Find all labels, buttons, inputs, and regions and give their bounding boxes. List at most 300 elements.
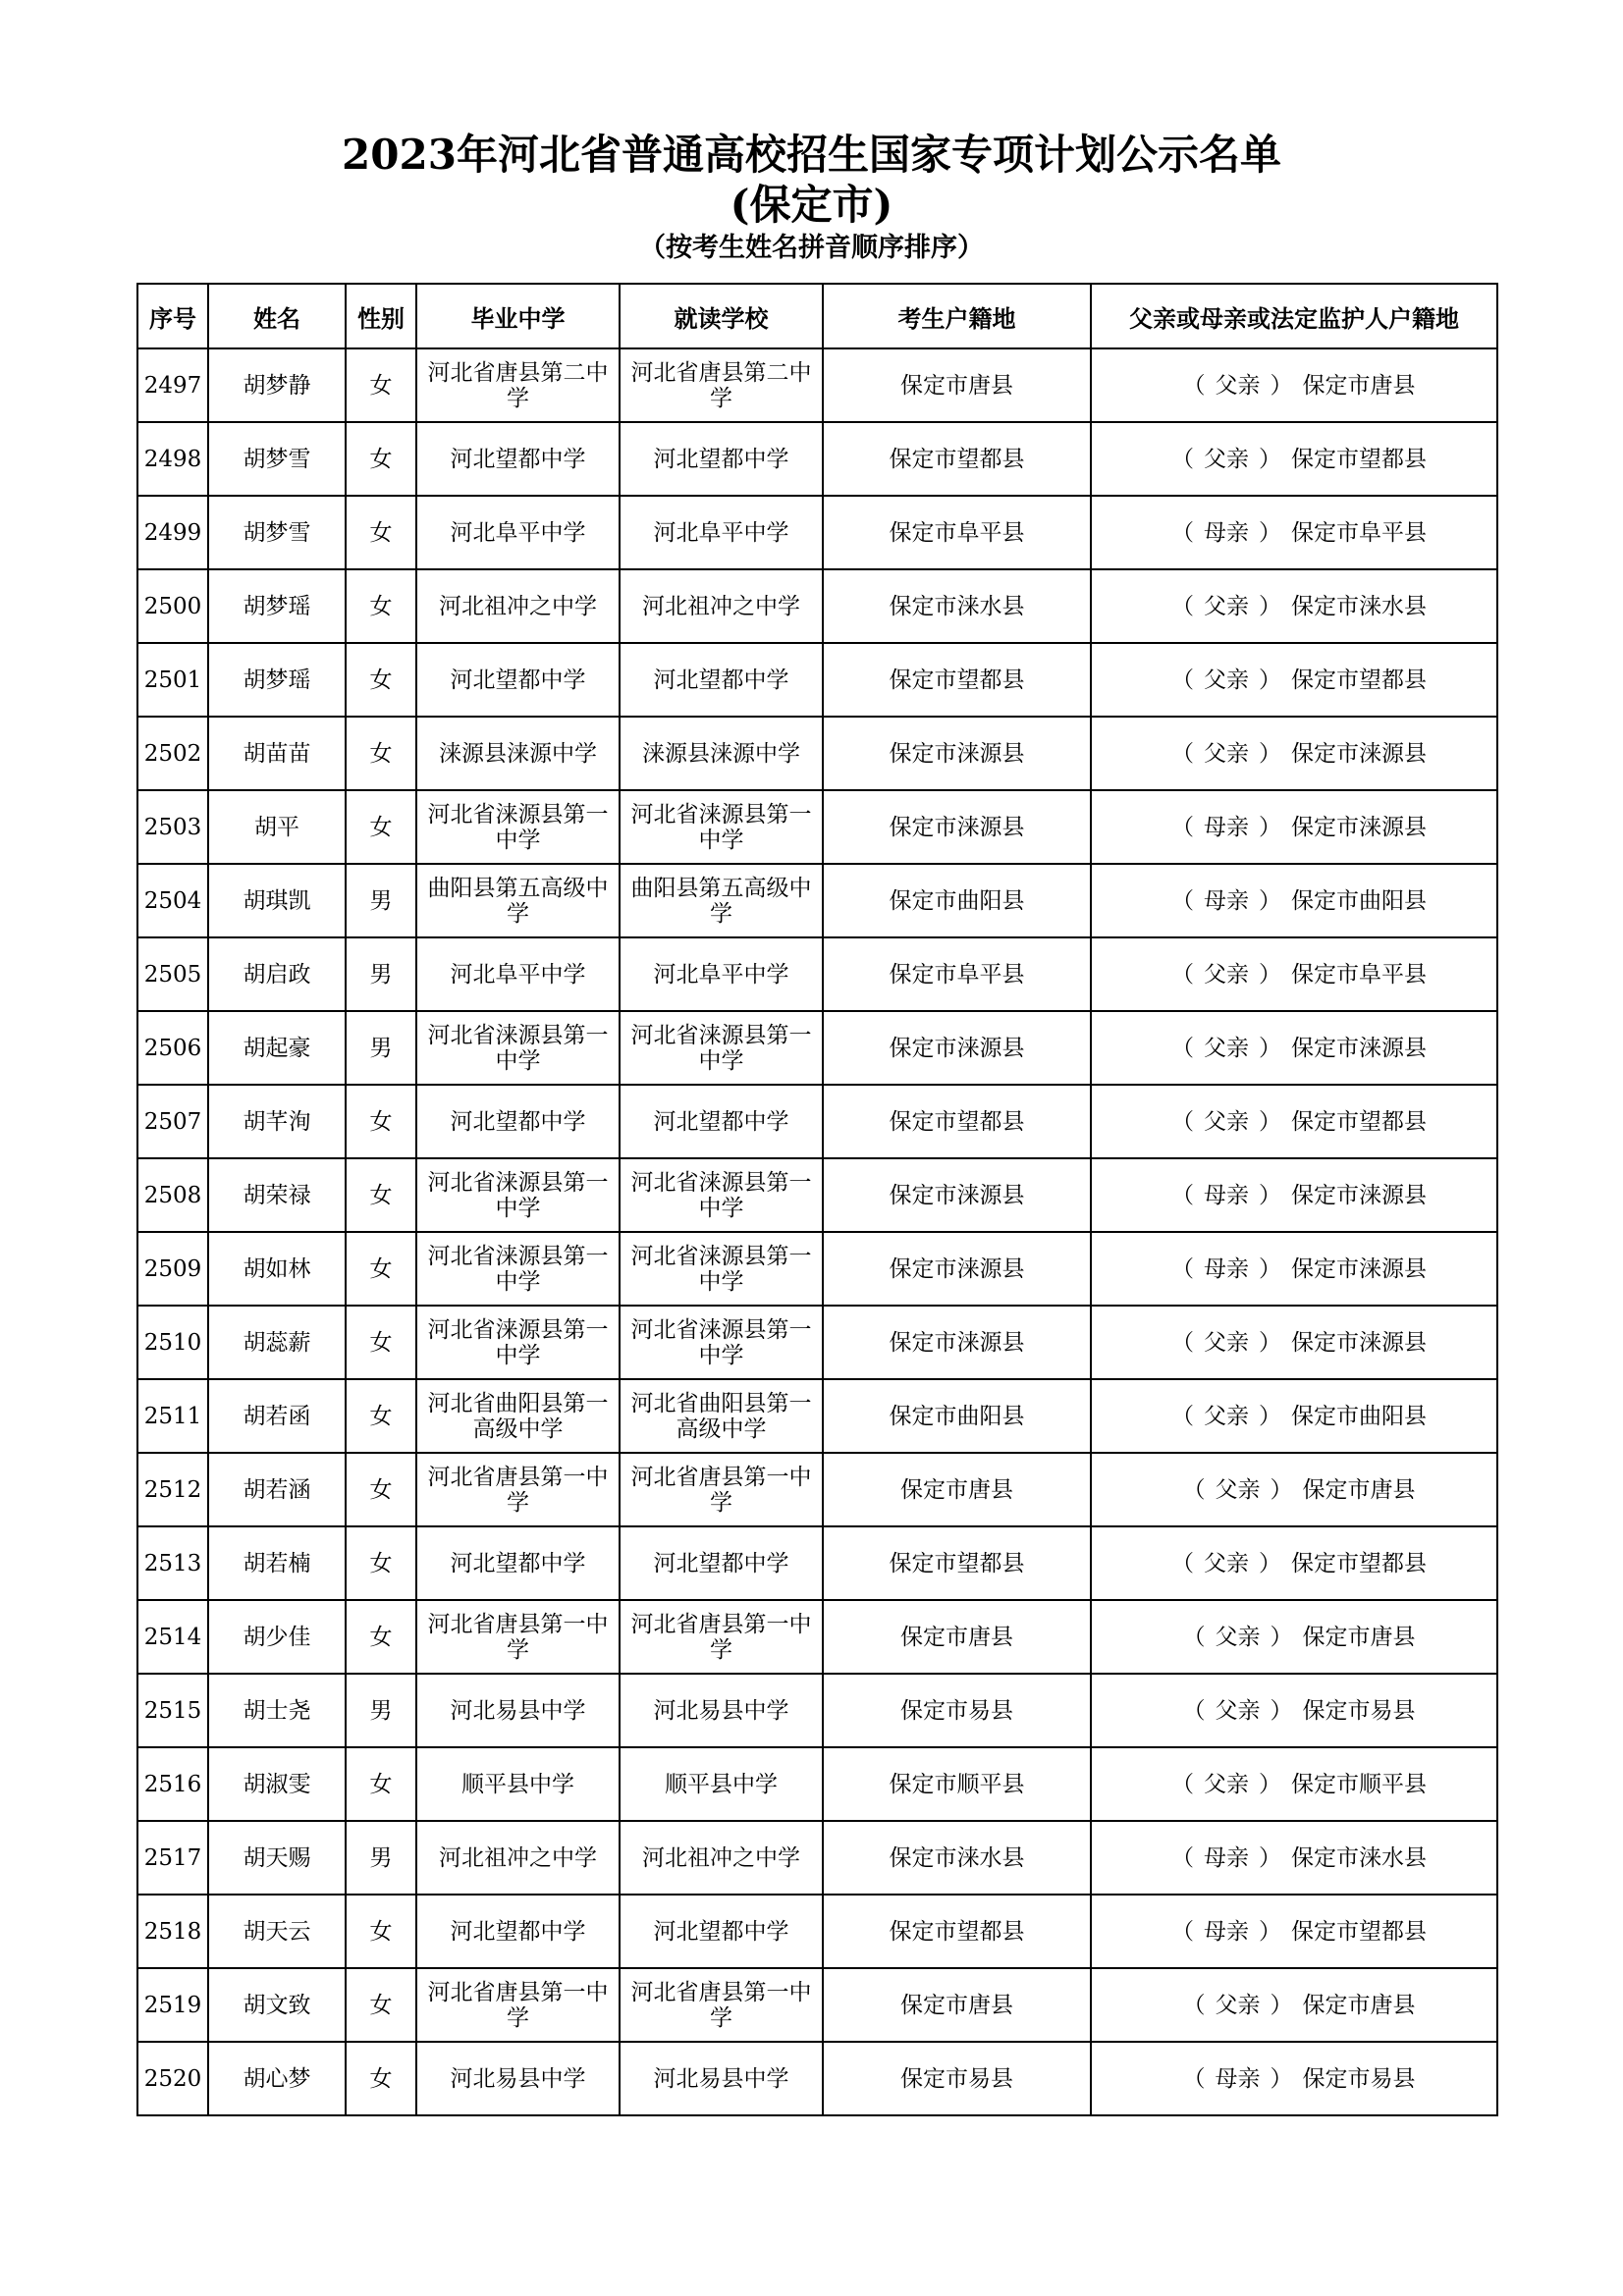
seq-cell: 2500 — [137, 569, 208, 643]
parent-hukou-value: 保定市望都县 — [1291, 667, 1427, 693]
relation-label: 父亲 — [1215, 1624, 1261, 1650]
seq-cell: 2506 — [137, 1011, 208, 1085]
grad-school-cell: 河北祖冲之中学 — [416, 1821, 620, 1895]
grad-school-cell: 河北省唐县第一中学 — [416, 1453, 620, 1526]
hukou-cell: 保定市易县 — [823, 2042, 1091, 2115]
name-cell: 胡蕊薪 — [208, 1306, 346, 1379]
header-current-school: 就读学校 — [620, 284, 823, 348]
open-paren: （ — [1182, 1624, 1206, 1650]
table-row — [137, 1747, 1497, 1821]
table-row — [137, 1600, 1497, 1674]
name-cell: 胡苗苗 — [208, 717, 346, 790]
seq-cell: 2507 — [137, 1085, 208, 1158]
grad-school-cell: 顺平县中学 — [416, 1747, 620, 1821]
seq-cell: 2512 — [137, 1453, 208, 1526]
parent-hukou-value: 保定市易县 — [1302, 1697, 1416, 1724]
seq-cell: 2508 — [137, 1158, 208, 1232]
document-subtitle: (保定市) — [730, 181, 893, 229]
gender-cell: 女 — [346, 2042, 416, 2115]
table-row — [137, 1379, 1497, 1453]
grad-school-cell: 河北易县中学 — [416, 1674, 620, 1747]
grad-school-cell: 河北易县中学 — [416, 2042, 620, 2115]
grad-school-cell: 河北省唐县第二中学 — [416, 348, 620, 422]
seq-cell: 2510 — [137, 1306, 208, 1379]
hukou-cell: 保定市顺平县 — [823, 1747, 1091, 1821]
open-paren: （ — [1182, 1992, 1206, 2018]
relation-label: 父亲 — [1204, 1035, 1249, 1061]
close-paren: ） — [1259, 593, 1281, 619]
open-paren: （ — [1171, 1550, 1194, 1576]
close-paren: ） — [1259, 1403, 1281, 1429]
hukou-cell: 保定市望都县 — [823, 1526, 1091, 1600]
parent-hukou-value: 保定市涞源县 — [1291, 1182, 1427, 1208]
relation-label: 父亲 — [1204, 1771, 1249, 1797]
gender-cell: 女 — [346, 348, 416, 422]
parent-hukou-cell — [1091, 1158, 1497, 1232]
open-paren: （ — [1171, 1329, 1194, 1356]
header-gender: 性别 — [346, 284, 416, 348]
seq-cell: 2514 — [137, 1600, 208, 1674]
current-school-cell: 河北阜平中学 — [620, 937, 823, 1011]
close-paren: ） — [1259, 519, 1281, 546]
name-cell: 胡若涵 — [208, 1453, 346, 1526]
grad-school-cell: 河北省涞源县第一中学 — [416, 1158, 620, 1232]
gender-cell: 男 — [346, 1011, 416, 1085]
open-paren: （ — [1171, 887, 1194, 914]
roster-body — [137, 348, 1497, 2115]
hukou-cell: 保定市阜平县 — [823, 496, 1091, 569]
current-school-cell: 曲阳县第五高级中学 — [620, 864, 823, 937]
name-cell: 胡荣禄 — [208, 1158, 346, 1232]
current-school-cell: 河北省涞源县第一中学 — [620, 1011, 823, 1085]
close-paren: ） — [1259, 961, 1281, 988]
name-cell: 胡天云 — [208, 1895, 346, 1968]
current-school-cell: 河北省涞源县第一中学 — [620, 1232, 823, 1306]
relation-label: 父亲 — [1215, 372, 1261, 399]
grad-school-cell: 河北省涞源县第一中学 — [416, 1232, 620, 1306]
close-paren: ） — [1259, 1771, 1281, 1797]
hukou-cell: 保定市阜平县 — [823, 937, 1091, 1011]
grad-school-cell: 河北省唐县第一中学 — [416, 1600, 620, 1674]
gender-cell: 女 — [346, 1232, 416, 1306]
current-school-cell: 涞源县涞源中学 — [620, 717, 823, 790]
name-cell: 胡士尧 — [208, 1674, 346, 1747]
grad-school-cell: 河北祖冲之中学 — [416, 569, 620, 643]
relation-label: 父亲 — [1204, 740, 1249, 767]
grad-school-cell: 曲阳县第五高级中学 — [416, 864, 620, 937]
open-paren: （ — [1171, 1771, 1194, 1797]
table-row — [137, 1526, 1497, 1600]
name-cell: 胡琪凯 — [208, 864, 346, 937]
table-row — [137, 1085, 1497, 1158]
table-row — [137, 864, 1497, 937]
hukou-cell: 保定市望都县 — [823, 643, 1091, 717]
gender-cell: 女 — [346, 1453, 416, 1526]
seq-cell: 2513 — [137, 1526, 208, 1600]
close-paren: ） — [1270, 1476, 1293, 1503]
name-cell: 胡起豪 — [208, 1011, 346, 1085]
gender-cell: 女 — [346, 496, 416, 569]
open-paren: （ — [1171, 1255, 1194, 1282]
current-school-cell: 河北望都中学 — [620, 422, 823, 496]
close-paren: ） — [1259, 1550, 1281, 1576]
hukou-cell: 保定市望都县 — [823, 422, 1091, 496]
relation-label: 母亲 — [1204, 519, 1249, 546]
gender-cell: 男 — [346, 1674, 416, 1747]
relation-label: 父亲 — [1204, 1550, 1249, 1576]
current-school-cell: 河北省曲阳县第一高级中学 — [620, 1379, 823, 1453]
current-school-cell: 河北省涞源县第一中学 — [620, 790, 823, 864]
parent-hukou-cell — [1091, 1821, 1497, 1895]
parent-hukou-value: 保定市阜平县 — [1291, 519, 1427, 546]
parent-hukou-value: 保定市曲阳县 — [1291, 1403, 1427, 1429]
relation-label: 父亲 — [1204, 446, 1249, 472]
current-school-cell: 河北省唐县第一中学 — [620, 1600, 823, 1674]
close-paren: ） — [1259, 1255, 1281, 1282]
relation-label: 父亲 — [1204, 1403, 1249, 1429]
seq-cell: 2502 — [137, 717, 208, 790]
gender-cell: 女 — [346, 790, 416, 864]
parent-hukou-value: 保定市涞源县 — [1291, 1255, 1427, 1282]
grad-school-cell: 河北省涞源县第一中学 — [416, 1011, 620, 1085]
parent-hukou-cell — [1091, 569, 1497, 643]
table-row — [137, 1821, 1497, 1895]
close-paren: ） — [1259, 740, 1281, 767]
parent-hukou-cell — [1091, 1085, 1497, 1158]
table-row — [137, 1674, 1497, 1747]
relation-label: 母亲 — [1215, 2065, 1261, 2092]
relation-label: 父亲 — [1204, 593, 1249, 619]
name-cell: 胡梦雪 — [208, 422, 346, 496]
hukou-cell: 保定市涞源县 — [823, 1232, 1091, 1306]
open-paren: （ — [1171, 1844, 1194, 1871]
grad-school-cell: 河北阜平中学 — [416, 496, 620, 569]
open-paren: （ — [1171, 1182, 1194, 1208]
grad-school-cell: 河北省曲阳县第一高级中学 — [416, 1379, 620, 1453]
close-paren: ） — [1259, 1844, 1281, 1871]
header-parent-hukou: 父亲或母亲或法定监护人户籍地 — [1091, 284, 1497, 348]
name-cell: 胡若函 — [208, 1379, 346, 1453]
name-cell: 胡文致 — [208, 1968, 346, 2042]
gender-cell: 男 — [346, 864, 416, 937]
hukou-cell: 保定市曲阳县 — [823, 864, 1091, 937]
header-hukou: 考生户籍地 — [823, 284, 1091, 348]
parent-hukou-value: 保定市唐县 — [1302, 1624, 1416, 1650]
close-paren: ） — [1259, 446, 1281, 472]
gender-cell: 女 — [346, 643, 416, 717]
hukou-cell: 保定市涞源县 — [823, 1306, 1091, 1379]
hukou-cell: 保定市唐县 — [823, 348, 1091, 422]
document-title: 2023年河北省普通高校招生国家专项计划公示名单 — [342, 131, 1281, 179]
seq-cell: 2515 — [137, 1674, 208, 1747]
gender-cell: 男 — [346, 937, 416, 1011]
seq-cell: 2517 — [137, 1821, 208, 1895]
table-row — [137, 1968, 1497, 2042]
table-row — [137, 790, 1497, 864]
sort-note: （按考生姓名拼音顺序排序） — [639, 233, 984, 263]
gender-cell: 女 — [346, 1747, 416, 1821]
header-name: 姓名 — [208, 284, 346, 348]
current-school-cell: 河北易县中学 — [620, 2042, 823, 2115]
close-paren: ） — [1270, 1697, 1293, 1724]
current-school-cell: 河北望都中学 — [620, 1895, 823, 1968]
name-cell: 胡淑雯 — [208, 1747, 346, 1821]
relation-label: 父亲 — [1204, 961, 1249, 988]
gender-cell: 女 — [346, 1895, 416, 1968]
parent-hukou-value: 保定市唐县 — [1302, 1992, 1416, 2018]
hukou-cell: 保定市易县 — [823, 1674, 1091, 1747]
parent-hukou-value: 保定市望都县 — [1291, 446, 1427, 472]
parent-hukou-value: 保定市涞源县 — [1291, 814, 1427, 840]
hukou-cell: 保定市涞源县 — [823, 1011, 1091, 1085]
close-paren: ） — [1259, 1182, 1281, 1208]
relation-label: 母亲 — [1204, 887, 1249, 914]
hukou-cell: 保定市涞源县 — [823, 790, 1091, 864]
open-paren: （ — [1171, 446, 1194, 472]
open-paren: （ — [1171, 1403, 1194, 1429]
header-grad-school: 毕业中学 — [416, 284, 620, 348]
table-row — [137, 717, 1497, 790]
current-school-cell: 河北易县中学 — [620, 1674, 823, 1747]
relation-label: 父亲 — [1215, 1992, 1261, 2018]
table-row — [137, 643, 1497, 717]
hukou-cell: 保定市望都县 — [823, 1895, 1091, 1968]
open-paren: （ — [1171, 1035, 1194, 1061]
parent-hukou-cell — [1091, 937, 1497, 1011]
seq-cell: 2498 — [137, 422, 208, 496]
relation-label: 母亲 — [1204, 814, 1249, 840]
seq-cell: 2504 — [137, 864, 208, 937]
current-school-cell: 河北省唐县第二中学 — [620, 348, 823, 422]
table-row — [137, 937, 1497, 1011]
current-school-cell: 河北省涞源县第一中学 — [620, 1306, 823, 1379]
relation-label: 父亲 — [1204, 667, 1249, 693]
table-row — [137, 2042, 1497, 2115]
grad-school-cell: 河北省唐县第一中学 — [416, 1968, 620, 2042]
parent-hukou-value: 保定市涞源县 — [1291, 740, 1427, 767]
relation-label: 父亲 — [1204, 1329, 1249, 1356]
open-paren: （ — [1171, 519, 1194, 546]
relation-label: 父亲 — [1215, 1476, 1261, 1503]
parent-hukou-value: 保定市涞源县 — [1291, 1035, 1427, 1061]
parent-hukou-cell — [1091, 2042, 1497, 2115]
open-paren: （ — [1182, 2065, 1206, 2092]
current-school-cell: 河北望都中学 — [620, 1526, 823, 1600]
table-row — [137, 569, 1497, 643]
hukou-cell: 保定市唐县 — [823, 1968, 1091, 2042]
table-row — [137, 1306, 1497, 1379]
name-cell: 胡梦静 — [208, 348, 346, 422]
parent-hukou-cell — [1091, 1895, 1497, 1968]
close-paren: ） — [1259, 814, 1281, 840]
parent-hukou-cell — [1091, 422, 1497, 496]
relation-label: 父亲 — [1215, 1697, 1261, 1724]
grad-school-cell: 河北望都中学 — [416, 643, 620, 717]
gender-cell: 女 — [346, 1526, 416, 1600]
name-cell: 胡启政 — [208, 937, 346, 1011]
table-row — [137, 1895, 1497, 1968]
seq-cell: 2516 — [137, 1747, 208, 1821]
grad-school-cell: 河北望都中学 — [416, 422, 620, 496]
close-paren: ） — [1270, 1624, 1293, 1650]
gender-cell: 女 — [346, 1085, 416, 1158]
parent-hukou-value: 保定市唐县 — [1302, 1476, 1416, 1503]
open-paren: （ — [1171, 593, 1194, 619]
hukou-cell: 保定市唐县 — [823, 1453, 1091, 1526]
relation-label: 母亲 — [1204, 1255, 1249, 1282]
open-paren: （ — [1171, 740, 1194, 767]
current-school-cell: 河北望都中学 — [620, 643, 823, 717]
grad-school-cell: 河北阜平中学 — [416, 937, 620, 1011]
current-school-cell: 河北阜平中学 — [620, 496, 823, 569]
parent-hukou-cell — [1091, 790, 1497, 864]
hukou-cell: 保定市涞水县 — [823, 1821, 1091, 1895]
open-paren: （ — [1182, 1476, 1206, 1503]
seq-cell: 2505 — [137, 937, 208, 1011]
table-row — [137, 496, 1497, 569]
gender-cell: 女 — [346, 1158, 416, 1232]
current-school-cell: 河北省唐县第一中学 — [620, 1968, 823, 2042]
grad-school-cell: 河北望都中学 — [416, 1085, 620, 1158]
seq-cell: 2511 — [137, 1379, 208, 1453]
close-paren: ） — [1259, 1918, 1281, 1945]
hukou-cell: 保定市涞源县 — [823, 717, 1091, 790]
name-cell: 胡若楠 — [208, 1526, 346, 1600]
relation-label: 母亲 — [1204, 1844, 1249, 1871]
table-row — [137, 1453, 1497, 1526]
parent-hukou-value: 保定市望都县 — [1291, 1918, 1427, 1945]
relation-label: 母亲 — [1204, 1182, 1249, 1208]
grad-school-cell: 河北望都中学 — [416, 1895, 620, 1968]
open-paren: （ — [1171, 667, 1194, 693]
roster-table — [136, 283, 1498, 2116]
parent-hukou-cell — [1091, 1232, 1497, 1306]
close-paren: ） — [1270, 372, 1293, 399]
parent-hukou-cell — [1091, 1968, 1497, 2042]
name-cell: 胡平 — [208, 790, 346, 864]
table-row — [137, 1011, 1497, 1085]
parent-hukou-value: 保定市涞水县 — [1291, 593, 1427, 619]
current-school-cell: 顺平县中学 — [620, 1747, 823, 1821]
parent-hukou-cell — [1091, 1453, 1497, 1526]
parent-hukou-value: 保定市望都县 — [1291, 1108, 1427, 1135]
parent-hukou-value: 保定市阜平县 — [1291, 961, 1427, 988]
parent-hukou-cell — [1091, 1379, 1497, 1453]
current-school-cell: 河北祖冲之中学 — [620, 569, 823, 643]
seq-cell: 2499 — [137, 496, 208, 569]
grad-school-cell: 河北省涞源县第一中学 — [416, 1306, 620, 1379]
name-cell: 胡芊洵 — [208, 1085, 346, 1158]
table-row — [137, 422, 1497, 496]
table-row — [137, 1158, 1497, 1232]
current-school-cell: 河北省唐县第一中学 — [620, 1453, 823, 1526]
hukou-cell: 保定市唐县 — [823, 1600, 1091, 1674]
name-cell: 胡少佳 — [208, 1600, 346, 1674]
gender-cell: 女 — [346, 717, 416, 790]
close-paren: ） — [1270, 2065, 1293, 2092]
name-cell: 胡如林 — [208, 1232, 346, 1306]
gender-cell: 女 — [346, 1306, 416, 1379]
seq-cell: 2497 — [137, 348, 208, 422]
open-paren: （ — [1171, 814, 1194, 840]
seq-cell: 2518 — [137, 1895, 208, 1968]
parent-hukou-cell — [1091, 717, 1497, 790]
parent-hukou-value: 保定市顺平县 — [1291, 1771, 1427, 1797]
parent-hukou-cell — [1091, 864, 1497, 937]
hukou-cell: 保定市涞水县 — [823, 569, 1091, 643]
parent-hukou-value: 保定市曲阳县 — [1291, 887, 1427, 914]
close-paren: ） — [1259, 1035, 1281, 1061]
grad-school-cell: 河北望都中学 — [416, 1526, 620, 1600]
parent-hukou-value: 保定市涞源县 — [1291, 1329, 1427, 1356]
parent-hukou-cell — [1091, 643, 1497, 717]
table-row — [137, 348, 1497, 422]
parent-hukou-value: 保定市唐县 — [1302, 372, 1416, 399]
seq-cell: 2519 — [137, 1968, 208, 2042]
close-paren: ） — [1259, 1329, 1281, 1356]
close-paren: ） — [1259, 667, 1281, 693]
gender-cell: 男 — [346, 1821, 416, 1895]
open-paren: （ — [1182, 372, 1206, 399]
table-row — [137, 1232, 1497, 1306]
open-paren: （ — [1171, 1918, 1194, 1945]
gender-cell: 女 — [346, 1600, 416, 1674]
gender-cell: 女 — [346, 1379, 416, 1453]
close-paren: ） — [1270, 1992, 1293, 2018]
parent-hukou-value: 保定市易县 — [1302, 2065, 1416, 2092]
parent-hukou-cell — [1091, 1526, 1497, 1600]
parent-hukou-value: 保定市望都县 — [1291, 1550, 1427, 1576]
open-paren: （ — [1182, 1697, 1206, 1724]
open-paren: （ — [1171, 961, 1194, 988]
parent-hukou-cell — [1091, 1011, 1497, 1085]
hukou-cell: 保定市涞源县 — [823, 1158, 1091, 1232]
grad-school-cell: 河北省涞源县第一中学 — [416, 790, 620, 864]
close-paren: ） — [1259, 887, 1281, 914]
name-cell: 胡天赐 — [208, 1821, 346, 1895]
relation-label: 母亲 — [1204, 1918, 1249, 1945]
seq-cell: 2509 — [137, 1232, 208, 1306]
parent-hukou-cell — [1091, 1674, 1497, 1747]
current-school-cell: 河北祖冲之中学 — [620, 1821, 823, 1895]
hukou-cell: 保定市曲阳县 — [823, 1379, 1091, 1453]
current-school-cell: 河北望都中学 — [620, 1085, 823, 1158]
name-cell: 胡心梦 — [208, 2042, 346, 2115]
seq-cell: 2520 — [137, 2042, 208, 2115]
parent-hukou-cell — [1091, 1306, 1497, 1379]
parent-hukou-cell — [1091, 1747, 1497, 1821]
current-school-cell: 河北省涞源县第一中学 — [620, 1158, 823, 1232]
relation-label: 父亲 — [1204, 1108, 1249, 1135]
open-paren: （ — [1171, 1108, 1194, 1135]
hukou-cell: 保定市望都县 — [823, 1085, 1091, 1158]
close-paren: ） — [1259, 1108, 1281, 1135]
seq-cell: 2503 — [137, 790, 208, 864]
parent-hukou-cell — [1091, 1600, 1497, 1674]
name-cell: 胡梦雪 — [208, 496, 346, 569]
parent-hukou-cell — [1091, 348, 1497, 422]
gender-cell: 女 — [346, 1968, 416, 2042]
gender-cell: 女 — [346, 569, 416, 643]
seq-cell: 2501 — [137, 643, 208, 717]
parent-hukou-value: 保定市涞水县 — [1291, 1844, 1427, 1871]
grad-school-cell: 涞源县涞源中学 — [416, 717, 620, 790]
header-row — [137, 284, 1497, 348]
gender-cell: 女 — [346, 422, 416, 496]
header-seq: 序号 — [137, 284, 208, 348]
name-cell: 胡梦瑶 — [208, 643, 346, 717]
name-cell: 胡梦瑶 — [208, 569, 346, 643]
